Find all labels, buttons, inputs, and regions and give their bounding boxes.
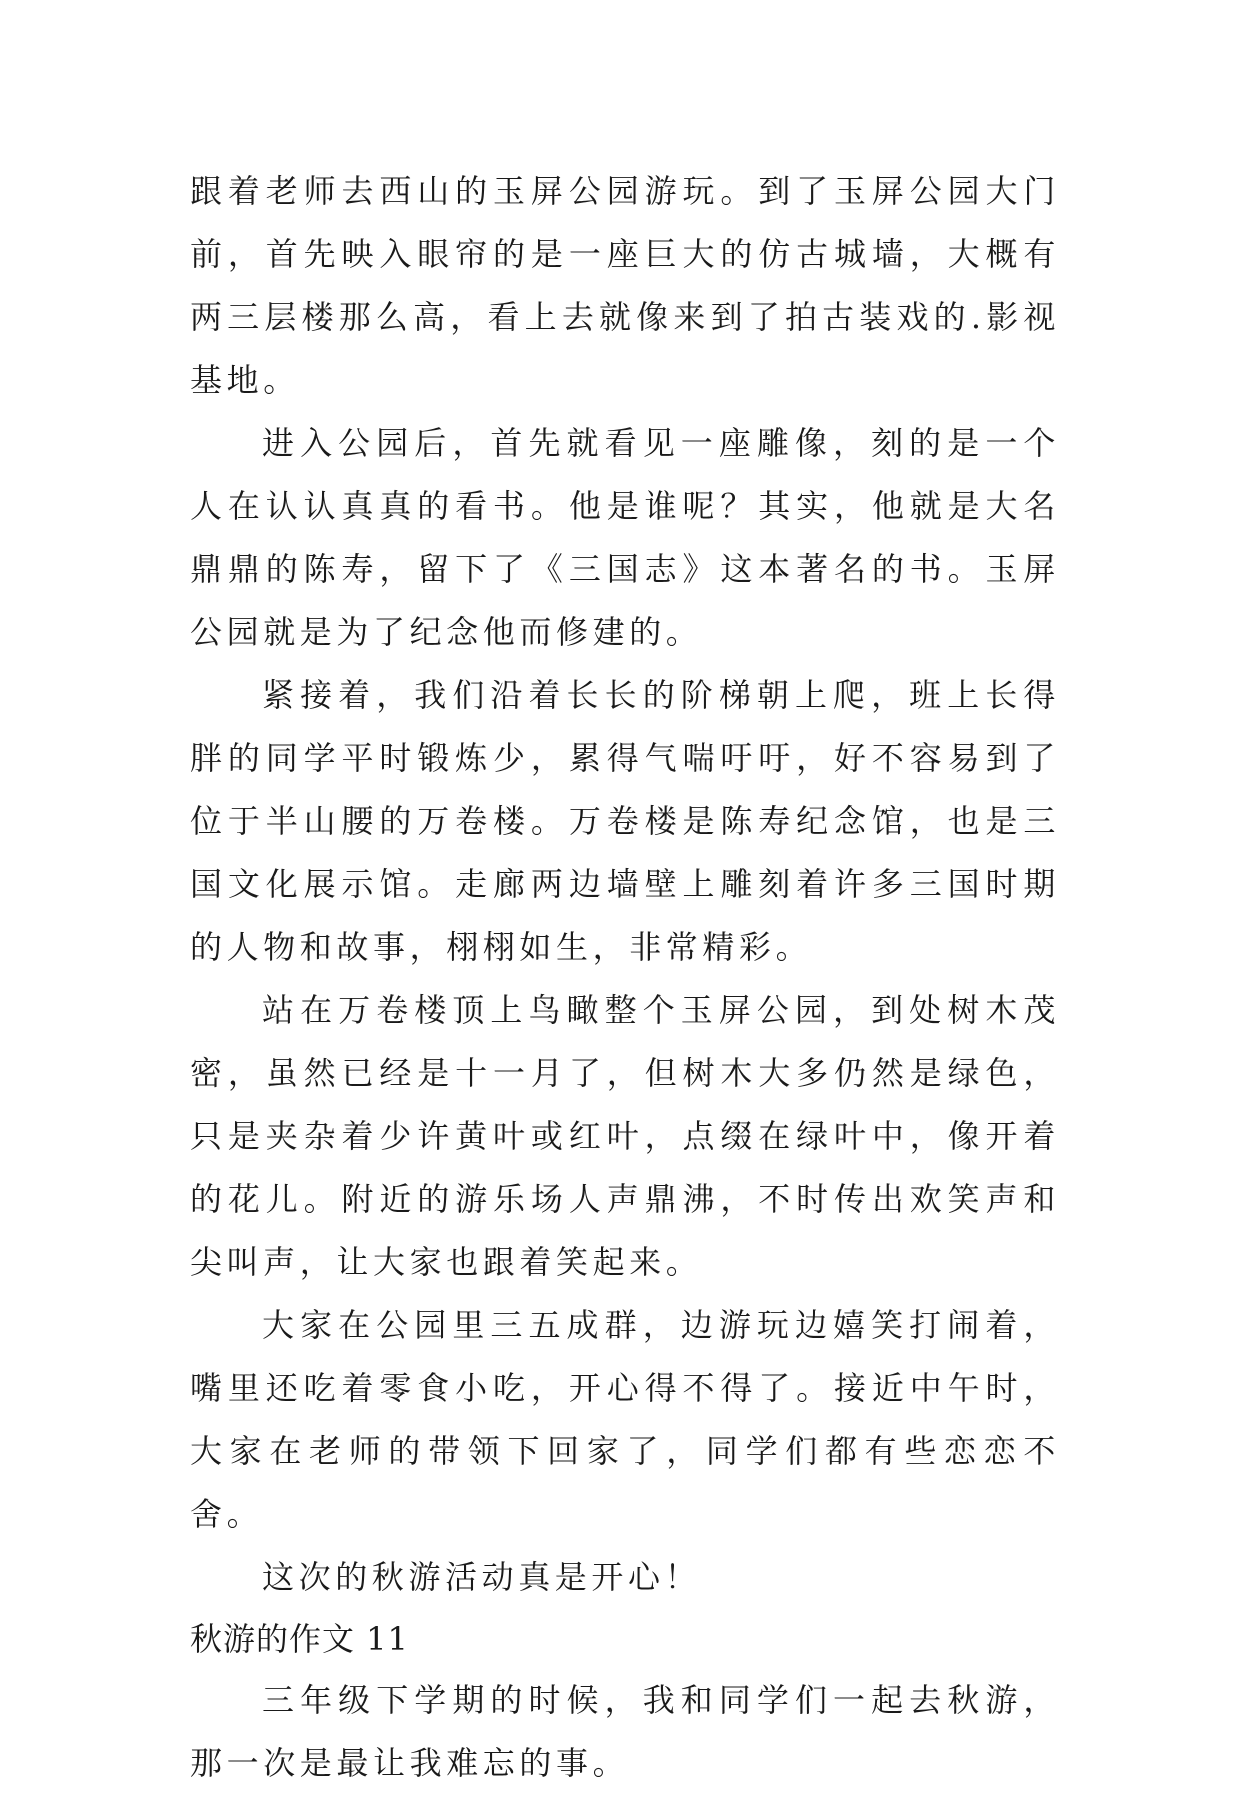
essay-heading: 秋游的作文 11 xyxy=(190,1620,409,1658)
paragraph-3: 紧接着，我们沿着长长的阶梯朝上爬，班上长得胖的同学平时锻炼少，累得气喘吁吁，好不容易到了位于半山腰的万卷楼。万卷楼是陈寿纪念馆，也是三国文化展示馆。走廊两边墙壁上雕刻着许多三国时期的人物和故事，栩栩如生，非常精彩。 xyxy=(190,676,1060,966)
paragraph-2: 进入公园后，首先就看见一座雕像，刻的是一个人在认认真真的看书。他是谁呢？其实，他就是大名鼎鼎的陈寿，留下了《三国志》这本著名的书。玉屏公园就是为了纪念他而修建的。 xyxy=(190,424,1060,651)
paragraph-6: 这次的秋游活动真是开心！ xyxy=(262,1558,702,1596)
essay-body xyxy=(190,160,1060,1795)
paragraph-5: 大家在公园里三五成群，边游玩边嬉笑打闹着，嘴里还吃着零食小吃，开心得不得了。接近中午时，大家在老师的带领下回家了，同学们都有些恋恋不舍。 xyxy=(190,1306,1060,1533)
paragraph-1: 跟着老师去西山的玉屏公园游玩。到了玉屏公园大门前，首先映入眼帘的是一座巨大的仿古城墙，大概有两三层楼那么高，看上去就像来到了拍古装戏的.影视基地。 xyxy=(190,172,1060,399)
paragraph-7: 三年级下学期的时候，我和同学们一起去秋游，那一次是最让我难忘的事。 xyxy=(190,1681,1060,1782)
paragraph-4: 站在万卷楼顶上鸟瞰整个玉屏公园，到处树木茂密，虽然已经是十一月了，但树木大多仍然是绿色，只是夹杂着少许黄叶或红叶，点缀在绿叶中，像开着的花儿。附近的游乐场人声鼎沸，不时传出欢笑声和尖叫声，让大家也跟着笑起来。 xyxy=(190,991,1060,1281)
